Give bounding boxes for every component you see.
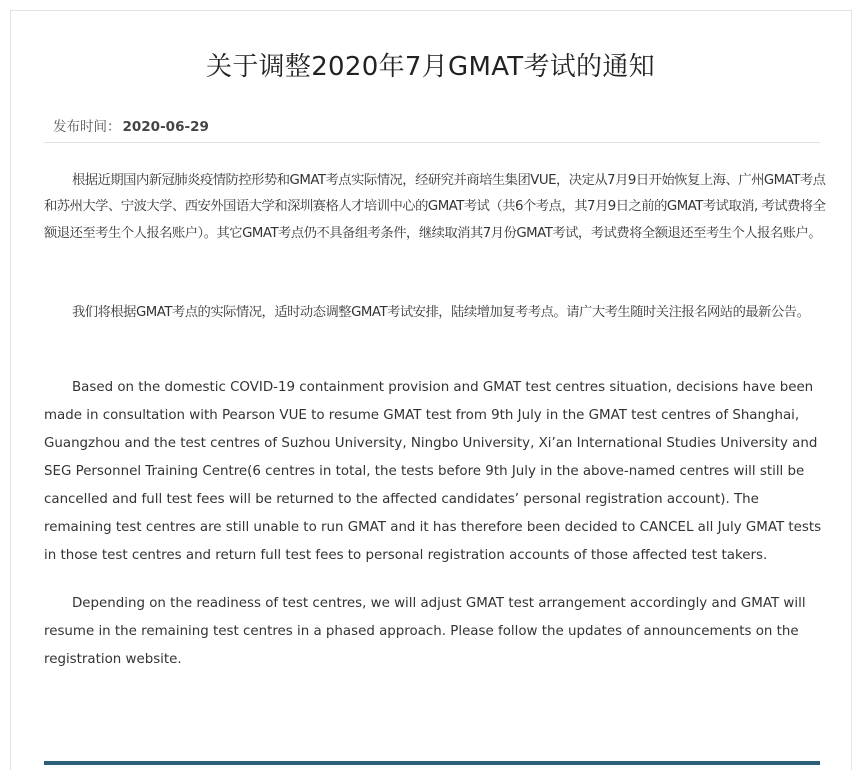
paragraph-zh-1 [44,168,828,247]
paragraph-text: 根据近期国内新冠肺炎疫情防控形势和GMAT考点实际情况，经研究并商培生集团VUE，决定从7月9日开始恢复上海、广州GMAT考点和苏州大学、宁波大学、西安外国语大学和深圳赛格人才培训中心的GMAT考试（共6个考点，其7月9日之前的GMAT考试取消, 考试费将全额退还至考生个人报名账户）。其它GMAT考点仍不具备组考条件，继续取消其7月份GMAT考试，考试费将全额退还至考生个人报名账户。 [44,173,826,241]
footer-bar [44,761,820,765]
paragraph-text: Based on the domestic COVID-19 containment provision and GMAT test centres situation, decisions have been made in consultation with Pearson VUE to resume GMAT test from 9th July in the GMAT test centres of Shanghai, Guangzhou and the test centres of Suzhou University, Ningbo University, Xi’an International Studies University and SEG Personnel Training Centre(6 centres in total, the tests before 9th July in the above-named centres will still be cancelled and full test fees will be returned to the affected candidates’ personal registration account). The remaining test centres are still unable to run GMAT and it has therefore been decided to CANCEL all July GMAT tests in those test centres and return full test fees to personal registration accounts of those affected test takers. [44,380,822,563]
paragraph-zh-2 [44,300,828,326]
publish-label: 发布时间： [53,119,121,135]
publish-date: 2020-06-29 [122,119,209,135]
paragraph-text: 我们将根据GMAT考点的实际情况，适时动态调整GMAT考试安排，陆续增加复考考点。请广大考生随时关注报名网站的最新公告。 [72,305,810,320]
paragraph-en-1 [44,374,828,570]
page-title: 关于调整2020年7月GMAT考试的通知 [206,52,655,82]
header-divider [44,142,820,143]
publish-info [53,117,209,137]
paragraph-en-2 [44,590,828,674]
paragraph-text: Depending on the readiness of test centres, we will adjust GMAT test arrangement accordingly and GMAT will resume in the remaining test centres in a phased approach. Please follow the updates of announcements on the registration website. [44,596,806,667]
